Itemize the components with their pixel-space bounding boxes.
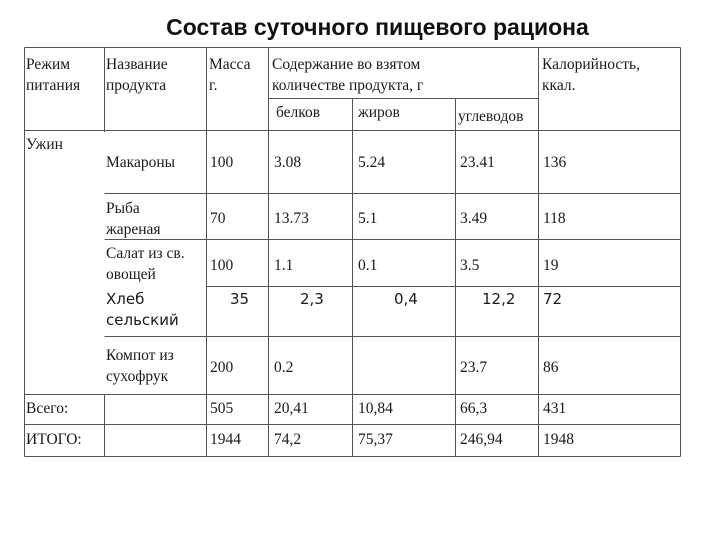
row-5-name-line2: сухофрук: [106, 368, 169, 385]
row-3-carb: 3.5: [460, 257, 480, 274]
row-1-mass: 100: [210, 154, 234, 171]
header-name: [106, 54, 168, 96]
row-1-protein: 3.08: [274, 154, 302, 171]
header-mode-line2: питания: [26, 77, 81, 94]
row-3-name: [106, 243, 185, 285]
page-title: Состав суточного пищевого рациона: [166, 14, 589, 40]
total-kcal: 431: [543, 400, 567, 417]
row-4-name: [106, 289, 179, 331]
header-mode-line1: Режим: [26, 56, 71, 73]
header-carbs: углеводов: [458, 108, 524, 125]
row-3-fat: 0.1: [358, 257, 378, 274]
row-5-mass: 200: [210, 359, 234, 376]
grand-total-kcal: 1948: [543, 431, 574, 448]
grand-total-protein: 74,2: [274, 431, 302, 448]
header-mode: [26, 54, 80, 96]
row-4-carb: 12,2: [482, 290, 516, 308]
row-1-fat: 5.24: [358, 154, 386, 171]
row-3-name-line1: Салат из св.: [106, 245, 185, 262]
header-calorie: [542, 54, 640, 96]
header-mass-line1: Масса: [209, 56, 251, 73]
row-5-protein: 0.2: [274, 359, 294, 376]
total-protein: 20,41: [274, 400, 309, 417]
grand-total-carb: 246,94: [460, 431, 503, 448]
row-2-name-line1: Рыба: [106, 200, 140, 217]
row-5-name-line1: Компот из: [106, 347, 174, 364]
row-2-name-line2: жареная: [106, 221, 161, 238]
row-2-fat: 5.1: [358, 210, 378, 227]
meal-label: Ужин: [26, 136, 63, 153]
header-name-line2: продукта: [106, 77, 167, 94]
header-mass: [209, 54, 251, 96]
row-1-kcal: 136: [543, 154, 567, 171]
row-4-mass: 35: [230, 290, 250, 308]
row-2-protein: 13.73: [274, 210, 309, 227]
header-mass-line2: г.: [209, 77, 218, 94]
row-2-kcal: 118: [543, 210, 566, 227]
row-4-kcal: 72: [543, 290, 563, 308]
row-4-protein: 2,3: [300, 290, 324, 308]
grand-total-mass: 1944: [210, 431, 241, 448]
row-2-mass: 70: [210, 210, 226, 227]
header-content: [272, 54, 423, 96]
row-1-carb: 23.41: [460, 154, 495, 171]
row-3-protein: 1.1: [274, 257, 294, 274]
row-5-kcal: 86: [543, 359, 559, 376]
grand-total-fat: 75,37: [358, 431, 393, 448]
row-4-name-line1: Хлеб: [106, 290, 145, 308]
row-4-name-line2: сельский: [106, 311, 179, 329]
row-3-mass: 100: [210, 257, 234, 274]
grand-total-label: ИТОГО:: [26, 431, 82, 448]
row-2-carb: 3.49: [460, 210, 488, 227]
header-content-line1: Содержание во взятом: [272, 56, 421, 73]
header-proteins: белков: [276, 104, 321, 121]
row-2-name: [106, 198, 161, 240]
header-content-line2: количестве продукта, г: [272, 77, 424, 94]
total-label: Всего:: [26, 400, 69, 417]
header-fats: жиров: [358, 104, 400, 121]
row-4-fat: 0,4: [394, 290, 418, 308]
header-name-line1: Название: [106, 56, 168, 73]
total-mass: 505: [210, 400, 234, 417]
header-calorie-line2: ккал.: [542, 77, 576, 94]
total-carb: 66,3: [460, 400, 488, 417]
row-3-name-line2: овощей: [106, 266, 156, 283]
row-3-kcal: 19: [543, 257, 559, 274]
header-calorie-line1: Калорийность,: [542, 56, 641, 73]
row-1-name: Макароны: [106, 154, 176, 171]
row-5-carb: 23.7: [460, 359, 488, 376]
row-5-name: [106, 345, 174, 387]
total-fat: 10,84: [358, 400, 393, 417]
